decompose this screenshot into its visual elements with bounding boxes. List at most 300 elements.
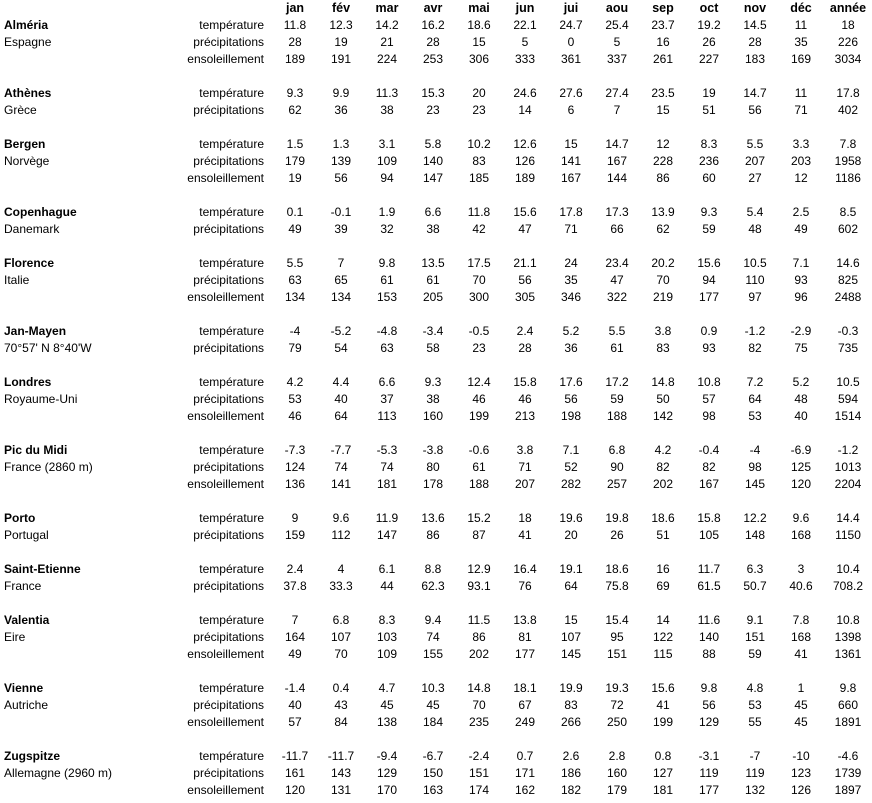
value-cell: 11	[794, 18, 808, 32]
value-cell: 183	[744, 52, 766, 66]
value-cell: -3.8	[422, 443, 444, 457]
value-cell: 8.8	[424, 562, 442, 576]
value-cell: 203	[790, 154, 812, 168]
value-cell: 86	[656, 171, 670, 185]
value-cell: 9.8	[700, 681, 718, 695]
spacer-row	[0, 119, 872, 136]
table-row	[0, 408, 872, 425]
empty-cell	[0, 714, 122, 731]
table-row	[0, 255, 872, 272]
value-cell: 177	[514, 647, 536, 661]
value-cell: 129	[376, 766, 398, 780]
value-cell: 60	[702, 171, 716, 185]
value-cell: -1.2	[744, 324, 766, 338]
value-cell: 74	[426, 630, 440, 644]
spacer-row	[0, 68, 872, 85]
value-cell: 186	[560, 766, 582, 780]
value-cell: 6.6	[378, 375, 396, 389]
value-cell: 49	[288, 647, 302, 661]
value-cell: 2.5	[792, 205, 810, 219]
value-cell: -2.9	[790, 324, 812, 338]
value-cell: -5.2	[330, 324, 352, 338]
value-cell: 205	[422, 290, 444, 304]
value-cell: 7	[337, 256, 345, 270]
annual-value: 708.2	[832, 579, 864, 593]
value-cell: 0	[567, 35, 575, 49]
value-cell: 56	[334, 171, 348, 185]
value-cell: 131	[330, 783, 352, 797]
value-cell: 14.7	[605, 137, 629, 151]
value-cell: 11.6	[697, 613, 721, 627]
value-cell: 87	[472, 528, 486, 542]
table-row	[0, 221, 872, 238]
value-cell: 9	[291, 511, 299, 525]
annual-value: -1.2	[837, 443, 859, 457]
value-cell: 179	[284, 154, 306, 168]
value-cell: 213	[514, 409, 536, 423]
value-cell: 28	[748, 35, 762, 49]
annual-value: 1013	[834, 460, 862, 474]
value-cell: 83	[472, 154, 486, 168]
table-row	[0, 459, 872, 476]
value-cell: 53	[748, 409, 762, 423]
annual-value: 8.5	[839, 205, 857, 219]
value-cell: 75.8	[605, 579, 629, 593]
value-cell: 72	[610, 698, 624, 712]
metric-label: précipitations	[193, 579, 264, 593]
value-cell: 170	[376, 783, 398, 797]
table-row	[0, 272, 872, 289]
station-subtitle: Espagne	[4, 35, 52, 49]
value-cell: 148	[744, 528, 766, 542]
value-cell: 236	[698, 154, 720, 168]
value-cell: 4	[337, 562, 345, 576]
spacer-row	[0, 663, 872, 680]
value-cell: 134	[284, 290, 306, 304]
value-cell: 151	[468, 766, 490, 780]
value-cell: 19.3	[605, 681, 629, 695]
spacer-row	[0, 731, 872, 748]
annual-value: 10.5	[836, 375, 860, 389]
month-header: mar	[375, 1, 399, 15]
value-cell: 46	[472, 392, 486, 406]
annual-value: 10.4	[836, 562, 860, 576]
value-cell: 45	[426, 698, 440, 712]
value-cell: 35	[794, 35, 808, 49]
value-cell: 151	[606, 647, 628, 661]
value-cell: 191	[330, 52, 352, 66]
header-blank	[0, 0, 122, 17]
value-cell: 36	[334, 103, 348, 117]
value-cell: 62	[656, 222, 670, 236]
station-subtitle: Grèce	[4, 103, 37, 117]
value-cell: 337	[606, 52, 628, 66]
value-cell: 7.2	[746, 375, 764, 389]
value-cell: 11.8	[283, 18, 307, 32]
value-cell: 61	[472, 460, 486, 474]
table-row	[0, 629, 872, 646]
value-cell: 11.9	[375, 511, 399, 525]
metric-label: précipitations	[193, 460, 264, 474]
value-cell: 138	[376, 715, 398, 729]
value-cell: 188	[468, 477, 490, 491]
value-cell: 123	[790, 766, 812, 780]
annual-value: 226	[837, 35, 859, 49]
value-cell: 56	[748, 103, 762, 117]
value-cell: 3.1	[378, 137, 396, 151]
table-row	[0, 340, 872, 357]
metric-label: ensoleillement	[187, 477, 264, 491]
value-cell: 250	[606, 715, 628, 729]
annual-value: 1897	[834, 783, 862, 797]
value-cell: 54	[334, 341, 348, 355]
value-cell: 84	[334, 715, 348, 729]
annual-value: 1739	[834, 766, 862, 780]
station-subtitle: Portugal	[4, 528, 49, 542]
value-cell: 51	[702, 103, 716, 117]
month-header: nov	[743, 1, 767, 15]
annual-value: 660	[837, 698, 859, 712]
value-cell: 177	[698, 290, 720, 304]
value-cell: -9.4	[376, 749, 398, 763]
value-cell: 17.8	[559, 205, 583, 219]
value-cell: -6.7	[422, 749, 444, 763]
value-cell: 41	[794, 647, 808, 661]
value-cell: 23.4	[605, 256, 629, 270]
value-cell: 189	[284, 52, 306, 66]
value-cell: 11.8	[467, 205, 491, 219]
value-cell: 5.2	[562, 324, 580, 338]
value-cell: 136	[284, 477, 306, 491]
value-cell: 9.3	[700, 205, 718, 219]
metric-label: température	[199, 375, 264, 389]
value-cell: 76	[518, 579, 532, 593]
value-cell: 167	[698, 477, 720, 491]
header-blank	[122, 0, 272, 17]
month-header: avr	[423, 1, 443, 15]
value-cell: 159	[284, 528, 306, 542]
value-cell: 61	[610, 341, 624, 355]
value-cell: 7.1	[792, 256, 810, 270]
value-cell: 151	[744, 630, 766, 644]
value-cell: 207	[514, 477, 536, 491]
annual-value: 825	[837, 273, 859, 287]
value-cell: 167	[560, 171, 582, 185]
value-cell: 21	[380, 35, 394, 49]
value-cell: 45	[380, 698, 394, 712]
spacer-cell	[0, 119, 872, 136]
value-cell: 153	[376, 290, 398, 304]
value-cell: 2.4	[516, 324, 534, 338]
value-cell: 63	[380, 341, 394, 355]
value-cell: 126	[514, 154, 536, 168]
value-cell: 70	[656, 273, 670, 287]
value-cell: 62.3	[421, 579, 445, 593]
value-cell: 18.6	[605, 562, 629, 576]
value-cell: 257	[606, 477, 628, 491]
value-cell: 56	[518, 273, 532, 287]
value-cell: 71	[518, 460, 532, 474]
value-cell: 227	[698, 52, 720, 66]
value-cell: 71	[794, 103, 808, 117]
value-cell: 50.7	[743, 579, 767, 593]
value-cell: 125	[790, 460, 812, 474]
value-cell: 61	[426, 273, 440, 287]
value-cell: 32	[380, 222, 394, 236]
value-cell: 2.6	[562, 749, 580, 763]
value-cell: 8.3	[700, 137, 718, 151]
value-cell: -11.7	[281, 749, 309, 763]
value-cell: 19.6	[559, 511, 583, 525]
value-cell: 46	[288, 409, 302, 423]
table-row	[0, 204, 872, 221]
value-cell: 40	[334, 392, 348, 406]
month-header: jui	[563, 1, 579, 15]
empty-cell	[0, 408, 122, 425]
value-cell: 162	[514, 783, 536, 797]
value-cell: 207	[744, 154, 766, 168]
value-cell: 141	[330, 477, 352, 491]
value-cell: 1.9	[378, 205, 396, 219]
empty-cell	[0, 782, 122, 799]
value-cell: 107	[330, 630, 352, 644]
spacer-row	[0, 595, 872, 612]
value-cell: 13.6	[421, 511, 445, 525]
spacer-cell	[0, 357, 872, 374]
value-cell: 93	[794, 273, 808, 287]
value-cell: 90	[610, 460, 624, 474]
value-cell: 12.4	[467, 375, 491, 389]
value-cell: 249	[514, 715, 536, 729]
value-cell: -3.1	[698, 749, 720, 763]
value-cell: 13.9	[651, 205, 675, 219]
value-cell: -0.5	[468, 324, 490, 338]
value-cell: 20	[564, 528, 578, 542]
table-row	[0, 612, 872, 629]
value-cell: 5	[613, 35, 621, 49]
value-cell: 253	[422, 52, 444, 66]
value-cell: 40	[288, 698, 302, 712]
table-row	[0, 714, 872, 731]
value-cell: 142	[652, 409, 674, 423]
annual-value: 594	[837, 392, 859, 406]
metric-label: précipitations	[193, 392, 264, 406]
month-header: jan	[285, 1, 305, 15]
value-cell: 86	[426, 528, 440, 542]
value-cell: 7.8	[792, 613, 810, 627]
value-cell: 127	[652, 766, 674, 780]
value-cell: 134	[330, 290, 352, 304]
value-cell: 0.1	[286, 205, 304, 219]
value-cell: -5.3	[376, 443, 398, 457]
value-cell: 28	[518, 341, 532, 355]
table-row	[0, 374, 872, 391]
value-cell: 67	[518, 698, 532, 712]
value-cell: 103	[376, 630, 398, 644]
value-cell: 15.6	[697, 256, 721, 270]
station-name: Porto	[4, 511, 36, 525]
value-cell: -6.9	[790, 443, 812, 457]
value-cell: 71	[564, 222, 578, 236]
metric-label: température	[199, 562, 264, 576]
value-cell: 182	[560, 783, 582, 797]
value-cell: -0.6	[468, 443, 490, 457]
value-cell: 27	[748, 171, 762, 185]
value-cell: 53	[748, 698, 762, 712]
value-cell: -3.4	[422, 324, 444, 338]
station-subtitle: Autriche	[4, 698, 49, 712]
value-cell: 38	[426, 222, 440, 236]
value-cell: 9.3	[286, 86, 304, 100]
table-row	[0, 748, 872, 765]
value-cell: 41	[656, 698, 670, 712]
value-cell: 115	[653, 647, 673, 661]
value-cell: 12.2	[743, 511, 767, 525]
metric-label: température	[199, 205, 264, 219]
station-subtitle: Italie	[4, 273, 30, 287]
value-cell: 124	[284, 460, 306, 474]
value-cell: 16	[656, 562, 670, 576]
station-subtitle: Eire	[4, 630, 26, 644]
value-cell: 4.7	[378, 681, 396, 695]
spacer-row	[0, 493, 872, 510]
value-cell: 47	[518, 222, 532, 236]
value-cell: 24.6	[513, 86, 537, 100]
value-cell: 168	[790, 528, 812, 542]
value-cell: 6.3	[746, 562, 764, 576]
station-name: Alméria	[4, 18, 49, 32]
value-cell: 80	[426, 460, 440, 474]
value-cell: 62	[288, 103, 302, 117]
value-cell: 86	[472, 630, 486, 644]
annual-value: 14.4	[836, 511, 860, 525]
metric-label: précipitations	[193, 766, 264, 780]
value-cell: 26	[610, 528, 624, 542]
empty-cell	[0, 170, 122, 187]
table-row	[0, 85, 872, 102]
value-cell: 112	[331, 528, 351, 542]
value-cell: 69	[656, 579, 670, 593]
value-cell: 202	[468, 647, 490, 661]
header-row	[0, 0, 872, 17]
value-cell: 235	[468, 715, 490, 729]
annual-value: -4.6	[837, 749, 859, 763]
value-cell: 113	[377, 409, 397, 423]
annual-value: 10.8	[836, 613, 860, 627]
value-cell: 40	[794, 409, 808, 423]
value-cell: 202	[652, 477, 674, 491]
value-cell: 361	[560, 52, 582, 66]
spacer-cell	[0, 731, 872, 748]
value-cell: 12	[794, 171, 808, 185]
value-cell: 5.8	[424, 137, 442, 151]
value-cell: 11	[794, 86, 808, 100]
value-cell: 3.8	[516, 443, 534, 457]
value-cell: 199	[652, 715, 674, 729]
value-cell: 333	[514, 52, 536, 66]
value-cell: 36	[564, 341, 578, 355]
value-cell: 28	[426, 35, 440, 49]
value-cell: 82	[656, 460, 670, 474]
value-cell: 19	[702, 86, 716, 100]
value-cell: 1.3	[332, 137, 350, 151]
annual-value: 1361	[834, 647, 862, 661]
value-cell: 184	[422, 715, 444, 729]
value-cell: 188	[606, 409, 628, 423]
value-cell: 38	[426, 392, 440, 406]
station-name: Valentia	[4, 613, 50, 627]
spacer-row	[0, 544, 872, 561]
table-row	[0, 102, 872, 119]
annual-value: 1514	[834, 409, 862, 423]
metric-label: ensoleillement	[187, 290, 264, 304]
month-header: mai	[468, 1, 490, 15]
value-cell: 94	[702, 273, 716, 287]
value-cell: 15	[564, 137, 578, 151]
value-cell: 88	[702, 647, 716, 661]
value-cell: 3.3	[792, 137, 810, 151]
value-cell: 74	[380, 460, 394, 474]
table-row	[0, 170, 872, 187]
table-row	[0, 442, 872, 459]
table-row	[0, 34, 872, 51]
value-cell: 44	[380, 579, 394, 593]
spacer-cell	[0, 306, 872, 323]
value-cell: 12	[656, 137, 670, 151]
value-cell: 6	[567, 103, 575, 117]
value-cell: 65	[334, 273, 348, 287]
value-cell: 12.3	[329, 18, 353, 32]
year-header: année	[829, 1, 867, 15]
table-row	[0, 510, 872, 527]
annual-value: 1958	[834, 154, 862, 168]
value-cell: 14.7	[743, 86, 767, 100]
metric-label: ensoleillement	[187, 647, 264, 661]
value-cell: 4.2	[654, 443, 672, 457]
spacer-row	[0, 306, 872, 323]
value-cell: 4.4	[332, 375, 350, 389]
value-cell: 57	[288, 715, 302, 729]
value-cell: 266	[560, 715, 582, 729]
value-cell: 9.9	[332, 86, 350, 100]
empty-cell	[0, 289, 122, 306]
value-cell: 14.2	[375, 18, 399, 32]
value-cell: 185	[468, 171, 490, 185]
value-cell: 59	[610, 392, 624, 406]
value-cell: 160	[606, 766, 628, 780]
value-cell: 10.2	[467, 137, 491, 151]
value-cell: 2.4	[286, 562, 304, 576]
station-name: Zugspitze	[4, 749, 60, 763]
value-cell: 168	[790, 630, 812, 644]
value-cell: 16	[656, 35, 670, 49]
value-cell: -10	[792, 749, 810, 763]
metric-label: précipitations	[193, 103, 264, 117]
value-cell: 181	[376, 477, 398, 491]
value-cell: 150	[422, 766, 444, 780]
station-name: Jan-Mayen	[4, 324, 67, 338]
value-cell: 37.8	[283, 579, 307, 593]
value-cell: 63	[288, 273, 302, 287]
value-cell: 23.5	[651, 86, 675, 100]
annual-value: 7.8	[839, 137, 857, 151]
value-cell: 18	[518, 511, 532, 525]
empty-cell	[0, 476, 122, 493]
value-cell: 19.9	[559, 681, 583, 695]
value-cell: 5.5	[608, 324, 626, 338]
value-cell: 21.1	[513, 256, 537, 270]
value-cell: 4.8	[746, 681, 764, 695]
